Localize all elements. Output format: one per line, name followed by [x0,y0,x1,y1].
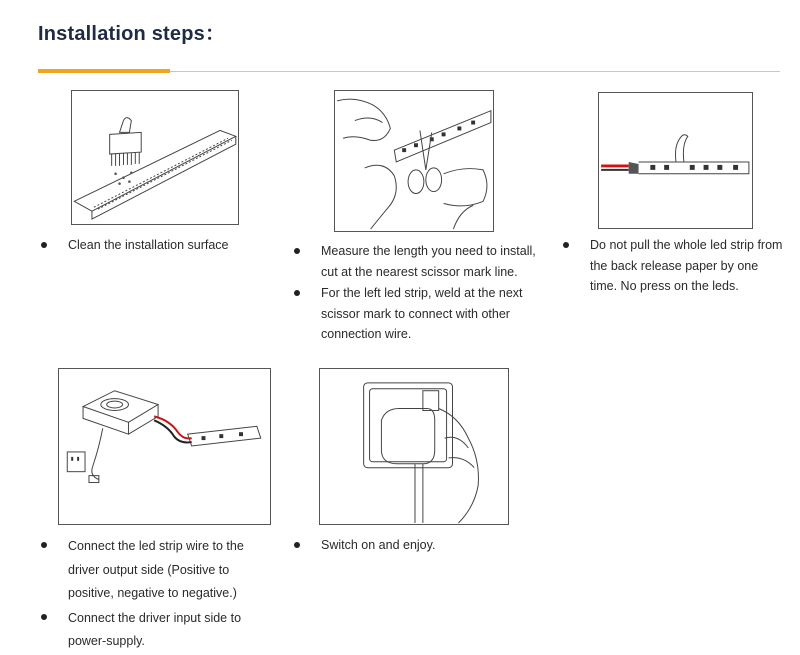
step-2-text [291,241,539,345]
cut-strip-illustration [334,90,494,232]
list-item: Switch on and enjoy. [291,535,531,556]
page-title: Installation steps： [38,23,226,45]
list-item: Connect the led strip wire to the driver output side (Positive to positive, negative to negative.) [38,535,278,606]
plug-socket-illustration [319,368,509,525]
list-item: For the left led strip, weld at the next scissor mark to connect with other connection wire. [291,283,539,345]
list-item: Measure the length you need to install, cut at the nearest scissor mark line. [291,241,539,282]
peel-strip-illustration [598,92,753,229]
title-accent-bar [38,69,170,73]
step-3-text [560,235,786,297]
list-item: Do not pull the whole led strip from the back release paper by one time. No press on the leds. [560,235,786,297]
step-4-text [38,535,278,654]
list-item: Connect the driver input side to power-supply. [38,607,278,654]
step-5-text [291,535,531,556]
clean-surface-illustration [71,90,239,225]
driver-connection-illustration [58,368,271,525]
list-item: Clean the installation surface [38,235,278,256]
step-1-text [38,235,278,256]
